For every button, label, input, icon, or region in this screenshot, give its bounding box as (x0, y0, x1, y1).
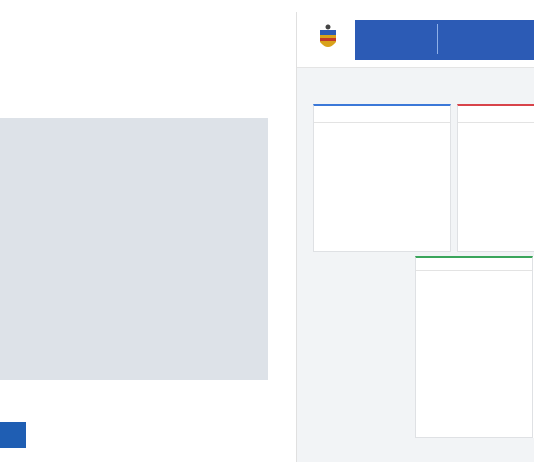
divider (416, 270, 532, 271)
gov-banner (355, 20, 534, 60)
colombia-crest-icon (317, 24, 339, 54)
app-header (297, 12, 534, 68)
mi-grupo-card (457, 104, 534, 252)
gov-divider (437, 24, 438, 54)
info-box (0, 118, 268, 380)
asistencias-card (415, 256, 533, 438)
divider (314, 122, 450, 123)
brand-badge (0, 422, 26, 448)
divider (458, 122, 534, 123)
jovenes-en-accion-logo (46, 416, 166, 452)
mis-datos-card (313, 104, 451, 252)
app-screenshot (296, 12, 534, 462)
